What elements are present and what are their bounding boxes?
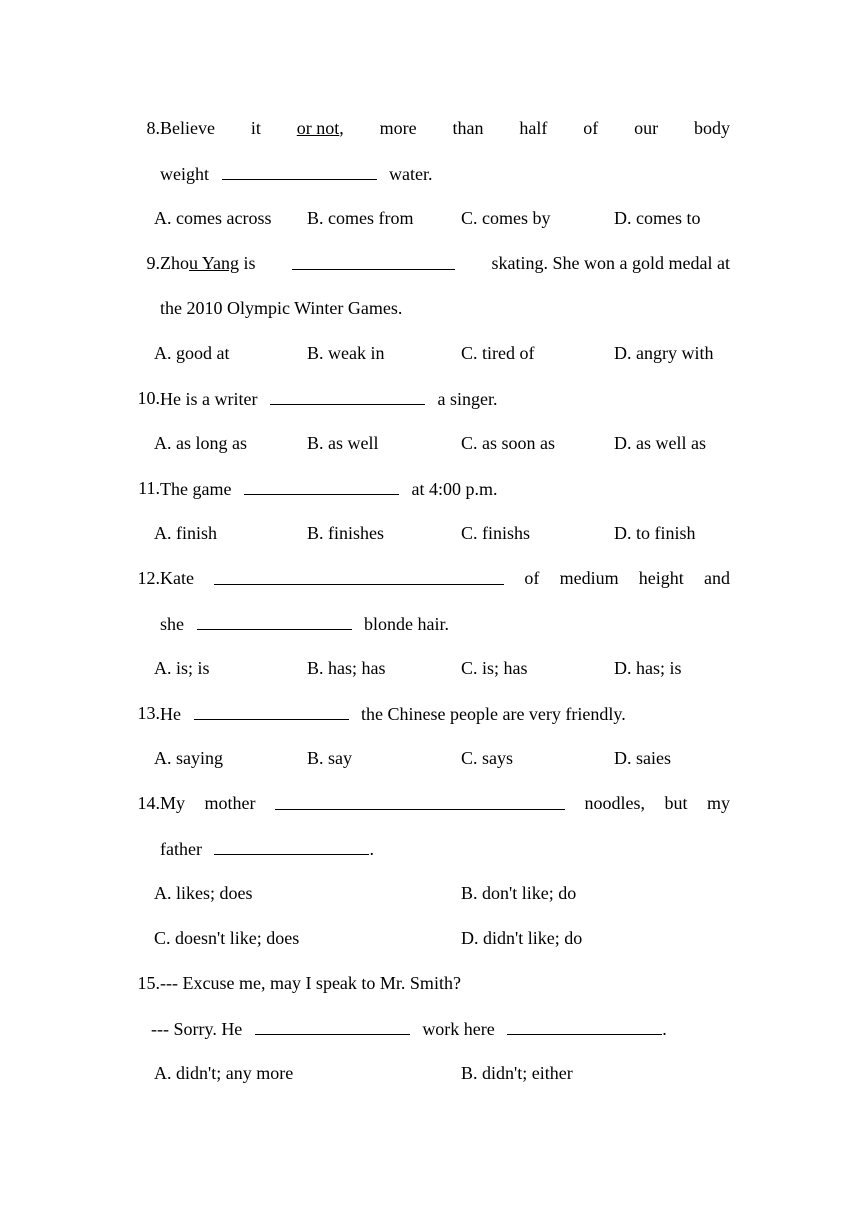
question-number: 9. [146,253,160,273]
question-14-line-1 [130,793,730,838]
option-a[interactable]: A. finish [154,523,217,543]
option-a[interactable]: A. comes across [154,208,272,228]
option-a[interactable]: A. saying [154,748,223,768]
answer-blank[interactable] [244,478,399,495]
question-8-line-1 [130,118,730,163]
option-a[interactable]: A. didn't; any more [154,1063,294,1083]
question-14-line-2: father . [160,839,374,859]
question-number: 13. [137,703,160,723]
option-c[interactable]: C. tired of [461,343,535,363]
option-d[interactable]: D. to finish [614,523,696,543]
answer-blank[interactable] [197,613,352,630]
option-b[interactable]: B. as well [307,433,379,453]
question-12-line-2: she blonde hair. [160,614,449,634]
question-9-line-1 [130,253,730,298]
answer-blank[interactable] [507,1018,662,1035]
question-11-line-1 [130,478,730,523]
option-d[interactable]: D. angry with [614,343,714,363]
question-15-line-1 [130,973,730,1018]
option-b[interactable]: B. didn't; either [461,1063,573,1083]
option-c[interactable]: C. says [461,748,514,768]
option-b[interactable]: B. finishes [307,523,385,543]
option-d[interactable]: D. saies [614,748,671,768]
question-number: 15. [137,973,160,993]
question-text: The game at 4:00 p.m. [160,479,498,499]
question-text: --- Excuse me, may I speak to Mr. Smith? [160,973,461,993]
option-a[interactable]: A. likes; does [154,883,253,903]
question-text: He is a writer a singer. [160,389,498,409]
answer-blank[interactable] [214,568,504,585]
option-b[interactable]: B. has; has [307,658,386,678]
question-8-line-2: weight water. [160,164,433,184]
answer-blank[interactable] [255,1018,410,1035]
option-a[interactable]: A. as long as [154,433,247,453]
answer-blank[interactable] [214,838,369,855]
question-text: My mother noodles, but my [160,793,730,813]
option-d[interactable]: D. comes to [614,208,701,228]
option-c[interactable]: C. as soon as [461,433,555,453]
option-d[interactable]: D. as well as [614,433,706,453]
question-9-line-2: the 2010 Olympic Winter Games. [160,298,403,318]
question-text: Kate of medium height and [160,568,730,588]
option-a[interactable]: A. is; is [154,658,210,678]
option-b[interactable]: B. weak in [307,343,385,363]
question-text: Zhou Yang is skating. She won a gold medal at [160,253,730,273]
option-d[interactable]: D. has; is [614,658,682,678]
option-b[interactable]: B. say [307,748,352,768]
question-number: 11. [138,478,160,498]
question-number: 14. [137,793,160,813]
question-number: 8. [146,118,160,138]
option-c[interactable]: C. doesn't like; does [154,928,300,948]
option-b[interactable]: B. comes from [307,208,414,228]
option-c[interactable]: C. finishs [461,523,531,543]
question-10-line-1 [130,388,730,433]
question-13-line-1 [130,703,730,748]
question-text: Believe it or not, more than half of our body [160,118,730,138]
question-text: He the Chinese people are very friendly. [160,704,626,724]
option-c[interactable]: C. comes by [461,208,551,228]
answer-blank[interactable] [222,163,377,180]
option-c[interactable]: C. is; has [461,658,528,678]
option-b[interactable]: B. don't like; do [461,883,577,903]
option-a[interactable]: A. good at [154,343,230,363]
answer-blank[interactable] [270,388,425,405]
answer-blank[interactable] [292,253,455,270]
question-15-line-2: --- Sorry. He work here . [151,1019,667,1039]
question-number: 12. [137,568,160,588]
answer-blank[interactable] [275,793,565,810]
question-12-line-1 [130,568,730,613]
option-d[interactable]: D. didn't like; do [461,928,583,948]
question-number: 10. [137,388,160,408]
answer-blank[interactable] [194,703,349,720]
